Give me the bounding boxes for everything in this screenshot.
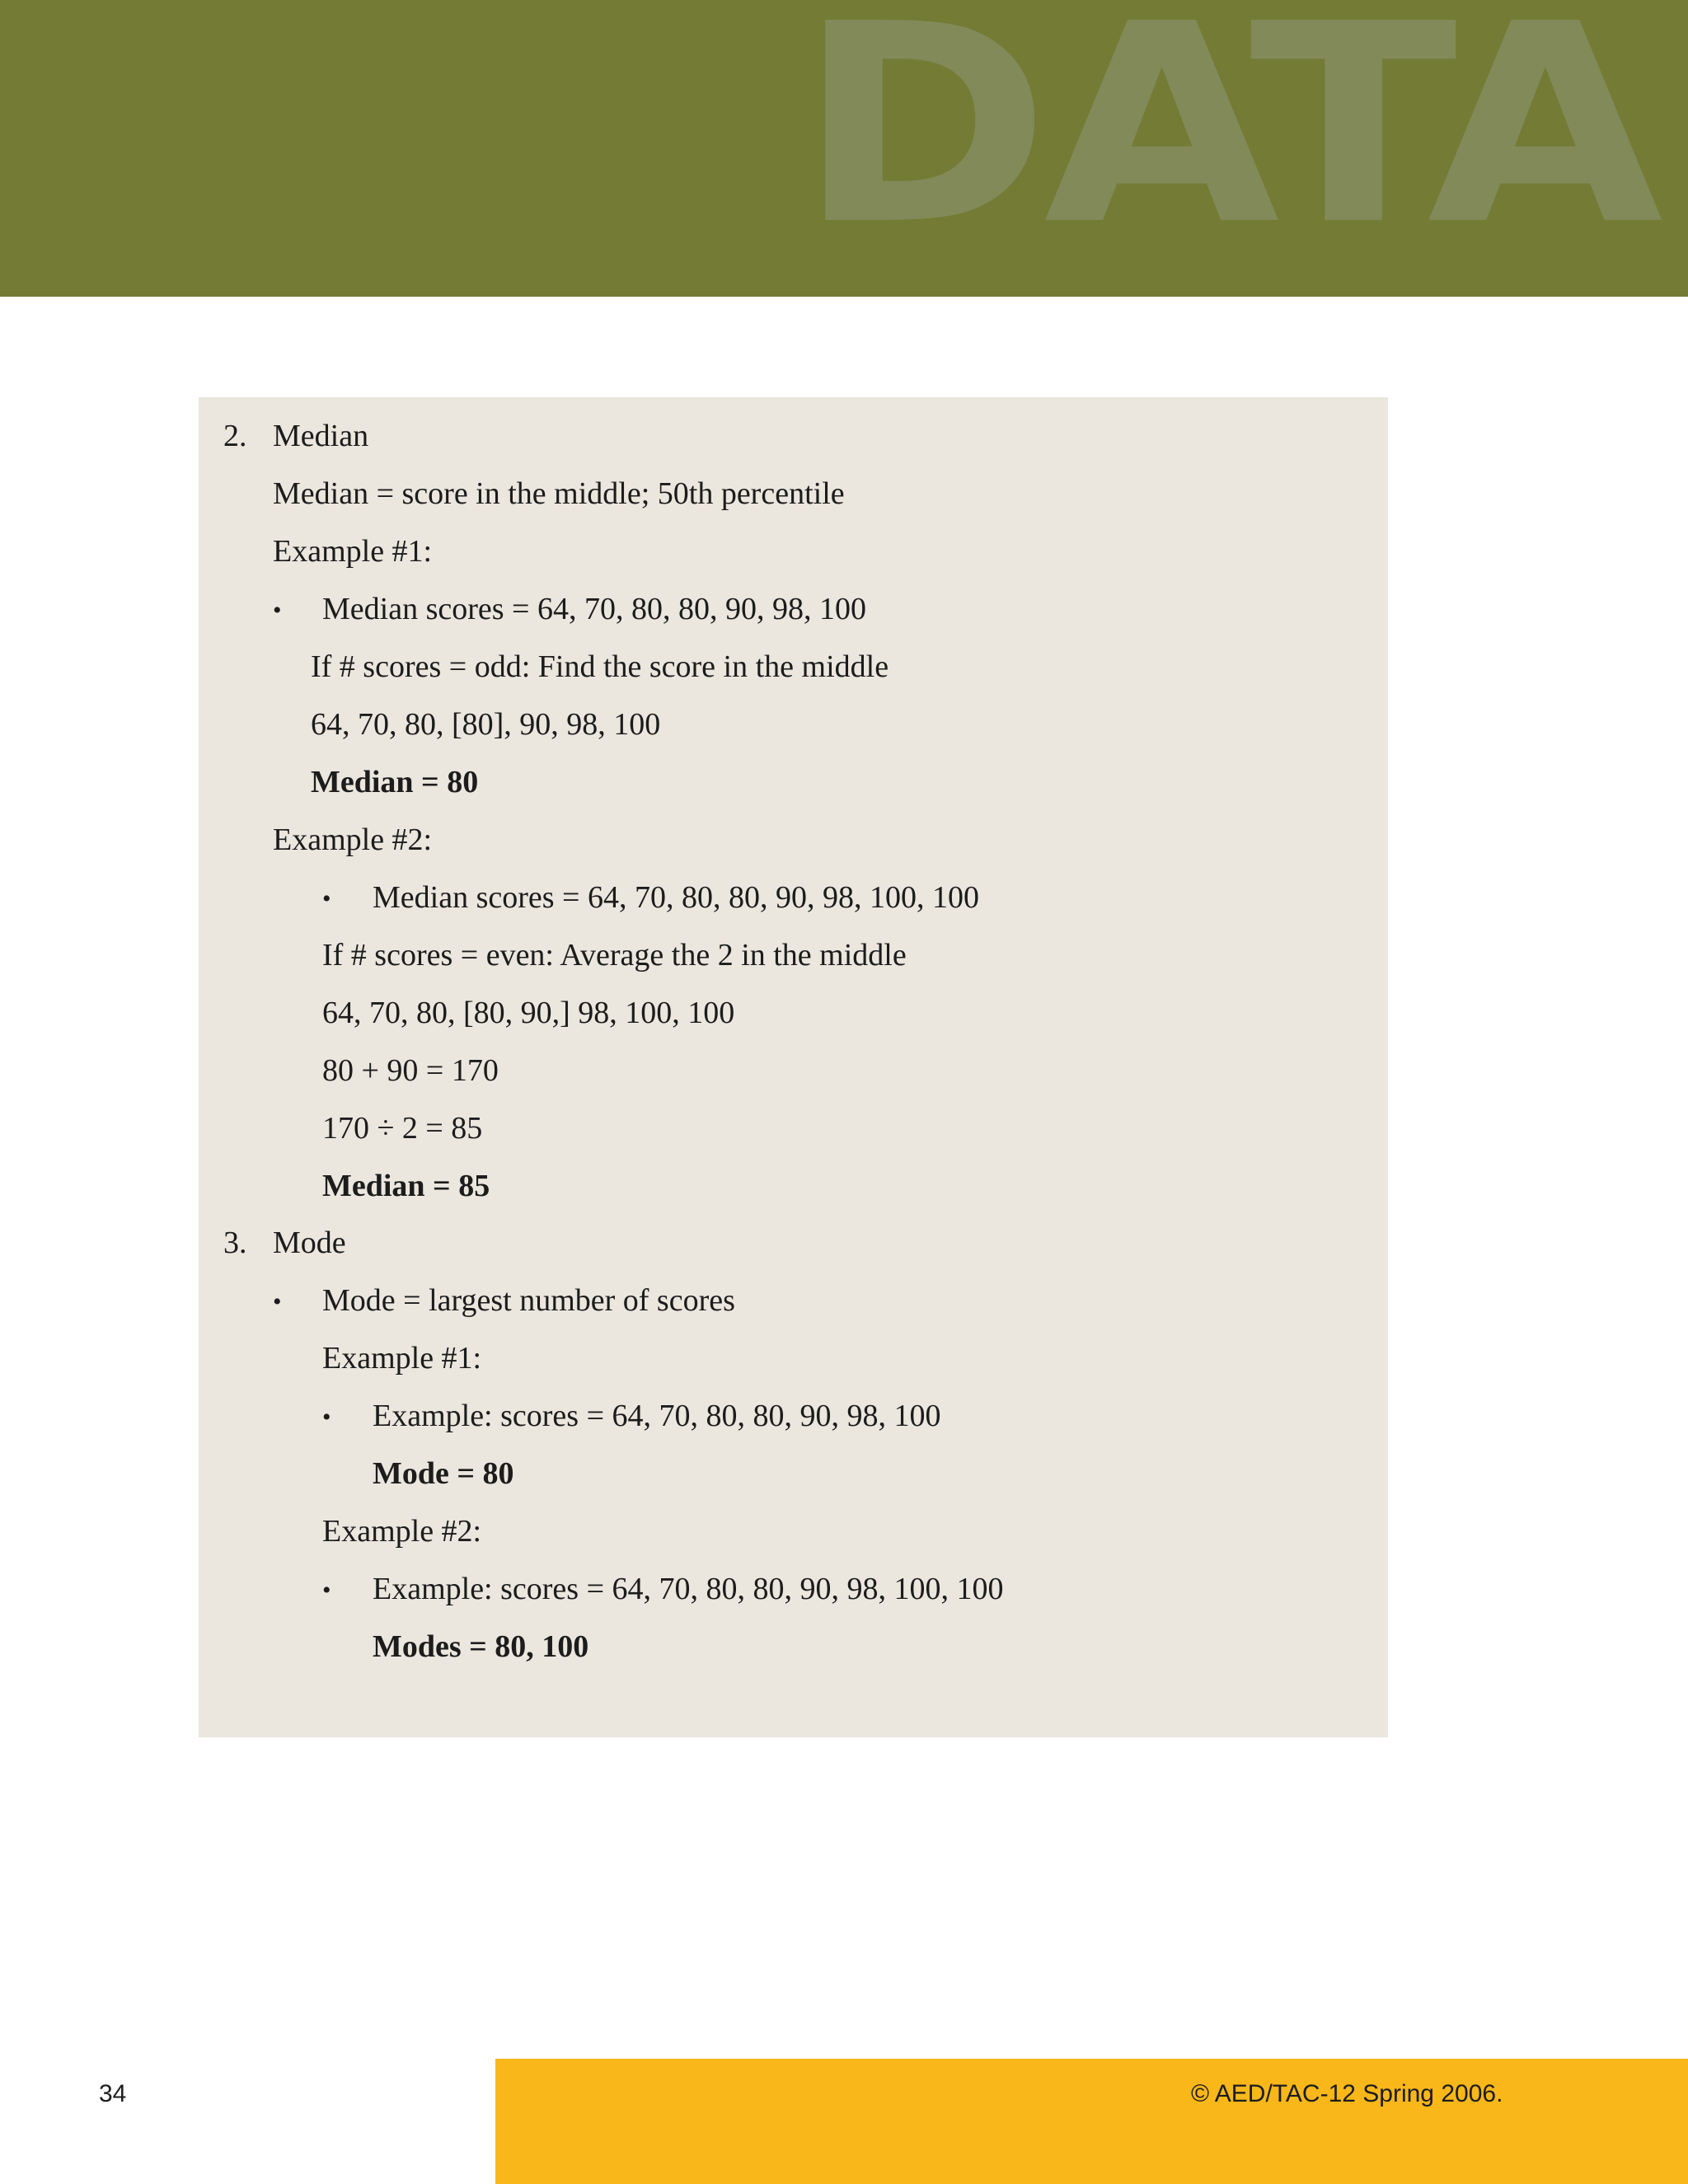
median-example2-sum: 80 + 90 = 170	[322, 1053, 499, 1088]
mode-heading: Mode	[273, 1226, 346, 1260]
median-example1-result: Median = 80	[311, 765, 479, 799]
median-example1-rule: If # scores = odd: Find the score in the middle	[311, 649, 889, 684]
mode-example2-scores: Example: scores = 64, 70, 80, 80, 90, 98, 100, 100	[373, 1572, 1004, 1606]
median-example1-scores: Median scores = 64, 70, 80, 80, 90, 98, 100	[322, 592, 866, 626]
mode-definition: Mode = largest number of scores	[322, 1283, 735, 1318]
page-number: 34	[99, 2080, 127, 2107]
median-section-number: 2.	[223, 419, 247, 453]
mode-example2-result: Modes = 80, 100	[373, 1629, 589, 1664]
median-example2-label: Example #2:	[273, 823, 433, 857]
median-heading: Median	[273, 419, 369, 453]
header-watermark: DATA	[797, 0, 1657, 285]
header-band	[0, 0, 1688, 297]
mode-example1-scores: Example: scores = 64, 70, 80, 80, 90, 98, 100	[373, 1399, 941, 1433]
mode-example1-label: Example #1:	[322, 1341, 482, 1376]
footer-band	[495, 2059, 1688, 2184]
median-example2-rule: If # scores = even: Average the 2 in the middle	[322, 938, 907, 972]
median-example2-division: 170 ÷ 2 = 85	[322, 1111, 483, 1146]
bullet-icon: •	[273, 597, 282, 624]
mode-section-number: 3.	[223, 1226, 247, 1260]
copyright-notice: © AED/TAC-12 Spring 2006.	[1191, 2080, 1503, 2107]
mode-example2-label: Example #2:	[322, 1514, 482, 1549]
median-example1-marked: 64, 70, 80, [80], 90, 98, 100	[311, 707, 661, 742]
bullet-icon: •	[322, 885, 331, 912]
median-definition: Median = score in the middle; 50th percentile	[273, 476, 845, 511]
bullet-icon: •	[322, 1404, 331, 1431]
mode-example1-result: Mode = 80	[373, 1456, 514, 1491]
median-example2-scores: Median scores = 64, 70, 80, 80, 90, 98, 100, 100	[373, 880, 979, 915]
median-example2-result: Median = 85	[322, 1169, 490, 1203]
median-example1-label: Example #1:	[273, 534, 433, 569]
bullet-icon: •	[322, 1577, 331, 1604]
median-example2-marked: 64, 70, 80, [80, 90,] 98, 100, 100	[322, 996, 735, 1030]
bullet-icon: •	[273, 1288, 282, 1315]
